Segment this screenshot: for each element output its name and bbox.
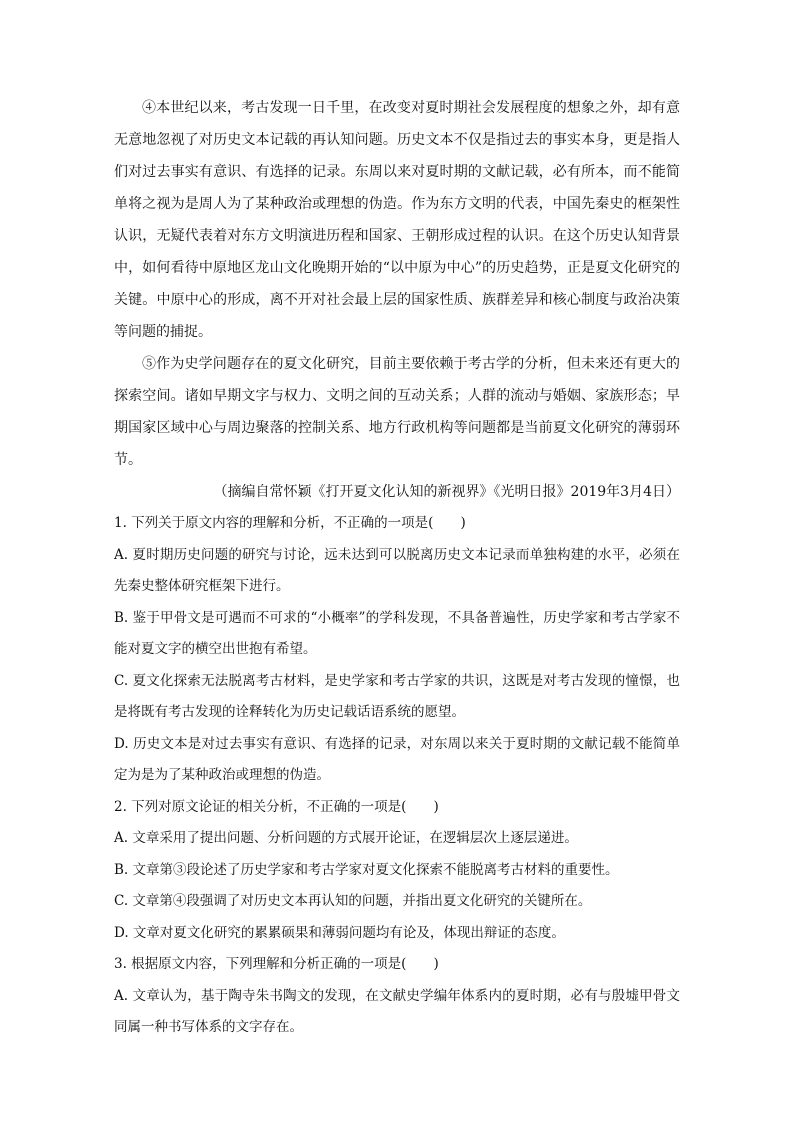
option-a: A. 文章采用了提出问题、分析问题的方式展开论证，在逻辑层次上逐层递进。	[114, 830, 578, 846]
paragraph-5: ⑤作为史学问题存在的夏文化研究，目前主要依赖于考古学的分析，但未来还有更大的探索空间。诸如早期文字与权力、文明之间的互动关系；人群的流动与婚姻、家族形态；早期国家区域中心与周边聚落的控制关系、地方行政机构等问题都是当前夏文化研究的薄弱环节。	[114, 356, 680, 468]
option-b: B. 鉴于甲骨文是可遇而不可求的“小概率”的学科发现，不具备普遍性，历史学家和考古学家不能对夏文字的横空出世抱有希望。	[114, 609, 680, 657]
option-a: A. 文章认为，基于陶寺朱书陶文的发现，在文献史学编年体系内的夏时期，必有与殷墟甲骨文同属一种书写体系的文字存在。	[114, 987, 680, 1035]
document-body	[114, 92, 680, 1044]
question-stem: 3. 根据原文内容，下列理解和分析正确的一项是( )	[114, 956, 439, 972]
source-citation: （摘编自常怀颖《打开夏文化认知的新视界》《光明日报》2019年3月4日）	[213, 484, 680, 500]
option-d: D. 文章对夏文化研究的累累硕果和薄弱问题均有论及，体现出辩证的态度。	[114, 924, 565, 941]
option-b: B. 文章第③段论述了历史学家和考古学家对夏文化探索不能脱离考古材料的重要性。	[114, 861, 619, 878]
question-1	[114, 508, 680, 792]
option-c: C. 夏文化探索无法脱离考古材料，是史学家和考古学家的共识，这既是对考古发现的憧憬，也是将既有考古发现的诠释转化为历史记载话语系统的愿望。	[114, 672, 680, 720]
paragraph-4: ④本世纪以来，考古发现一日千里，在改变对夏时期社会发展程度的想象之外，却有意无意地忽视了对历史文本记载的再认知问题。历史文本不仅是指过去的事实本身，更是指人们对过去事实有意识、有选择的记录。东周以来对夏时期的文献记载，必有所本，而不能简单将之视为是周人为了某种政治或理想的伪造。作为东方文明的代表，中国先秦史的框架性认识，无疑代表着对东方文明演进历程和国家、王朝形成过程的认识。在这个历史认知背景中，如何看待中原地区龙山文化晚期开始的“以中原为中心”的历史趋势，正是夏文化研究的关键。中原中心的形成，离不开对社会最上层的国家性质、族群差异和核心制度与政治决策等问题的捕捉。	[114, 100, 680, 340]
question-stem: 2. 下列对原文论证的相关分析，不正确的一项是( )	[114, 798, 439, 815]
option-d: D. 历史文本是对过去事实有意识、有选择的记录，对东周以来关于夏时期的文献记载不能简单定为是为了某种政治或理想的伪造。	[114, 735, 680, 783]
question-stem: 1. 下列关于原文内容的理解和分析，不正确的一项是( )	[114, 515, 466, 531]
question-2	[114, 792, 680, 950]
question-3	[114, 949, 680, 1044]
option-c: C. 文章第④段强调了对历史文本再认知的问题，并指出夏文化研究的关键所在。	[114, 893, 592, 909]
option-a: A. 夏时期历史问题的研究与讨论，远未达到可以脱离历史文本记录而单独构建的水平，必须在先秦史整体研究框架下进行。	[114, 546, 680, 594]
